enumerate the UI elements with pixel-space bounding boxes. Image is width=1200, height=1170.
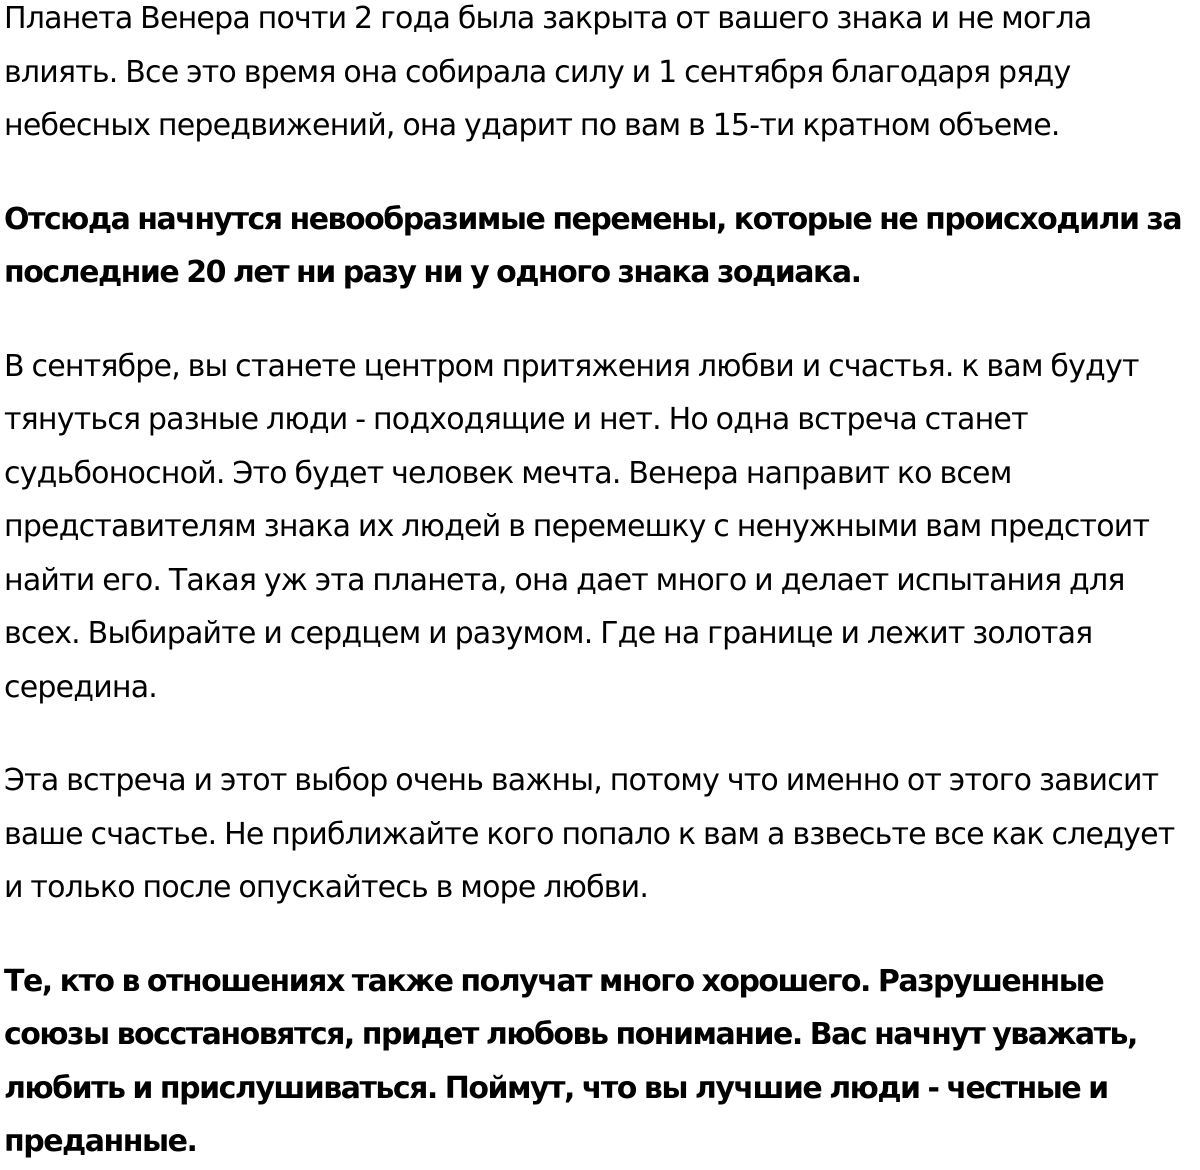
paragraph-gap [4, 153, 1200, 193]
paragraph-relationships-bold: Те, кто в отношениях также получат много хорошего. Разрушенные союзы восстановятся, придет любовь понимание. Вас начнут уважать, любить и прислушиваться. Поймут, что вы лучшие люди - честные и преданные. [4, 963, 1137, 1159]
paragraph-venus-intro: Планета Венера почти 2 года была закрыта от вашего знака и не могла влиять. Все это время она собирала силу и 1 сентября благодаря ряду небесных передвижений, она ударит по вам в 15-ти кратном объеме. [4, 1, 1092, 143]
paragraph-changes-bold: Отсюда начнутся невообразимые перемены, которые не происходили за последние 20 лет ни разу ни у одного знака зодиака. [4, 201, 1182, 290]
paragraph-gap [4, 300, 1200, 340]
paragraph-gap [4, 714, 1200, 754]
paragraph-september: В сентябре, вы станете центром притяжения любви и счастья. к вам будут тянуться разные люди - подходящие и нет. Но одна встреча станет судьбоносной. Это будет человек мечта. Венера направит ко всем представителям знака их людей в перемешку с ненужными вам предстоит найти его. Такая уж эта планета, она дает много и делает испытания для всех. Выбирайте и сердцем и разумом. Где на границе и лежит золотая середина. [4, 348, 1150, 705]
paragraph-meeting-choice: Эта встреча и этот выбор очень важны, потому что именно от этого зависит ваше счастье. Не приближайте кого попало к вам а взвесьте все как следует и только после опускайтесь в море любви. [4, 763, 1175, 905]
article-body [4, 0, 1200, 1169]
paragraph-gap [4, 915, 1200, 955]
